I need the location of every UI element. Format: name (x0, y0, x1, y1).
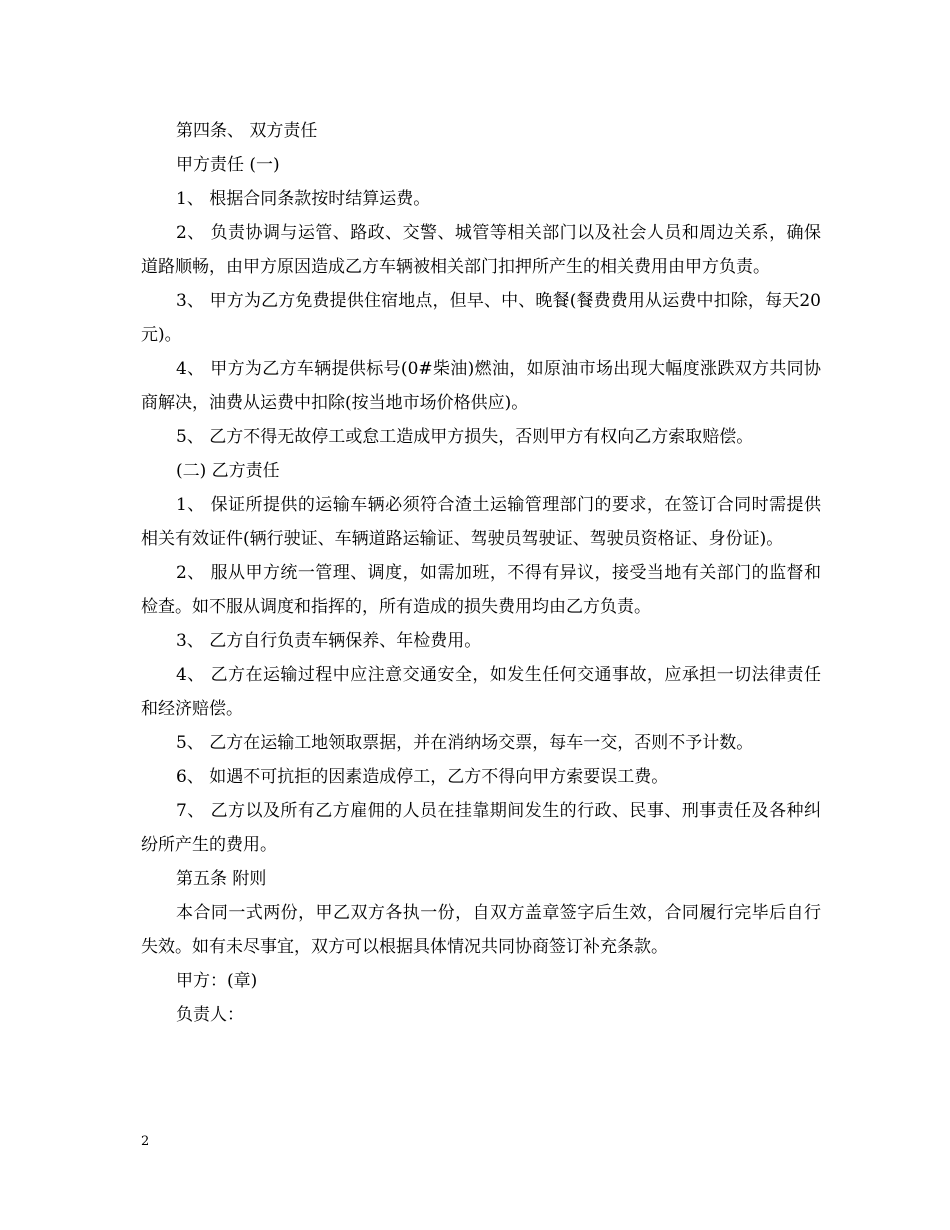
party-a-clause-4: 4、 甲方为乙方车辆提供标号(0#柴油)燃油，如原油市场出现大幅度涨跌双方共同协商解决，油费从运费中扣除(按当地市场价格供应)。 (141, 359, 821, 413)
responsible-person-line: 负责人： (176, 1005, 244, 1025)
page-number: 2 (141, 1134, 150, 1149)
document-body (141, 114, 821, 1032)
party-b-clause-3: 3、 乙方自行负责车辆保养、年检费用。 (176, 631, 482, 651)
party-b-clause-2: 2、 服从甲方统一管理、调度，如需加班，不得有异议，接受当地有关部门的监督和检查。如不服从调度和指挥的，所有造成的损失费用均由乙方负责。 (141, 563, 821, 617)
supplementary-provisions-text: 本合同一式两份，甲乙双方各执一份，自双方盖章签字后生效，合同履行完毕后自行失效。如有未尽事宜，双方可以根据具体情况共同协商签订补充条款。 (141, 903, 821, 957)
party-b-clause-1: 1、 保证所提供的运输车辆必须符合渣土运输管理部门的要求，在签订合同时需提供相关有效证件(辆行驶证、车辆道路运输证、驾驶员驾驶证、驾驶员资格证、身份证)。 (141, 495, 821, 549)
article-five-heading: 第五条 附则 (176, 869, 267, 889)
party-a-clause-3: 3、 甲方为乙方免费提供住宿地点，但早、中、晚餐(餐费费用从运费中扣除，每天20元)。 (141, 291, 821, 345)
party-a-clause-5: 5、 乙方不得无故停工或怠工造成甲方损失，否则甲方有权向乙方索取赔偿。 (176, 427, 754, 447)
party-a-clause-1: 1、 根据合同条款按时结算运费。 (176, 189, 431, 209)
party-a-responsibilities-heading: 甲方责任 (一) (176, 155, 280, 175)
party-b-clause-4: 4、 乙方在运输过程中应注意交通安全，如发生任何交通事故，应承担一切法律责任和经济赔偿。 (141, 665, 821, 719)
party-b-clause-6: 6、 如遇不可抗拒的因素造成停工，乙方不得向甲方索要误工费。 (176, 767, 669, 787)
article-four-heading: 第四条、 双方责任 (176, 121, 318, 141)
party-a-seal-line: 甲方：(章) (176, 971, 258, 991)
party-a-clause-2: 2、 负责协调与运管、路政、交警、城管等相关部门以及社会人员和周边关系，确保道路顺畅，由甲方原因造成乙方车辆被相关部门扣押所产生的相关费用由甲方负责。 (141, 223, 821, 277)
party-b-responsibilities-heading: (二) 乙方责任 (176, 461, 280, 481)
party-b-clause-5: 5、 乙方在运输工地领取票据，并在消纳场交票，每车一交，否则不予计数。 (176, 733, 754, 753)
party-b-clause-7: 7、 乙方以及所有乙方雇佣的人员在挂靠期间发生的行政、民事、刑事责任及各种纠纷所产生的费用。 (141, 801, 821, 855)
